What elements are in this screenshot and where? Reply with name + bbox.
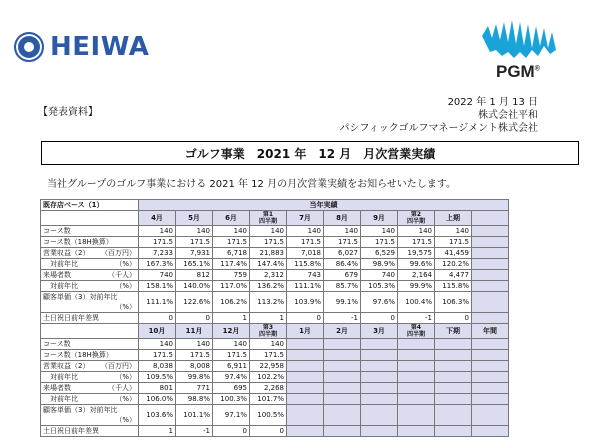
table-cell [287, 350, 324, 361]
table-cell [287, 426, 324, 437]
row-label-text: 営業収益（2） [43, 362, 90, 370]
table-cell: 2,268 [250, 383, 287, 394]
column-header: 5月 [176, 211, 213, 226]
table-cell [435, 350, 472, 361]
row-label [41, 339, 139, 350]
table-cell: 106.3% [435, 292, 472, 313]
table-cell: 102.2% [250, 372, 287, 383]
column-header: 10月 [139, 324, 176, 339]
table-cell: 4,477 [435, 270, 472, 281]
table-cell [361, 361, 398, 372]
table-cell: 167.3% [139, 259, 176, 270]
table-cell: 140 [139, 339, 176, 350]
table-cell: 171.5 [176, 350, 213, 361]
table-cell [472, 270, 509, 281]
table-cell [435, 405, 472, 426]
table-cell: 0 [361, 313, 398, 324]
company-name-heiwa: 株式会社平和 [478, 110, 538, 121]
table-cell: 7,018 [287, 248, 324, 259]
table-cell: 0 [176, 313, 213, 324]
row-label-text: 土日祝日前年差異 [43, 314, 99, 322]
row-label [41, 383, 139, 394]
row-label [41, 313, 139, 324]
row-label [41, 405, 139, 426]
column-header: 4月 [139, 211, 176, 226]
table-cell: 771 [176, 383, 213, 394]
column-header: 上期 [435, 211, 472, 226]
table-cell: 2,312 [250, 270, 287, 281]
table-cell: 101.7% [250, 394, 287, 405]
table-cell [472, 350, 509, 361]
table-cell: 99.9% [398, 281, 435, 292]
empty-header [472, 211, 509, 226]
row-unit: （百万円） [101, 362, 136, 370]
table-cell: 6,718 [213, 248, 250, 259]
table-row [41, 405, 509, 426]
table-cell: 171.5 [287, 237, 324, 248]
row-label [41, 270, 139, 281]
table-cell [287, 361, 324, 372]
page-title: ゴルフ事業 2021 年 12 月 月次営業実績 [41, 141, 579, 165]
row-label [41, 350, 139, 361]
column-header: 第1 四半期 [250, 211, 287, 226]
row-label-text: 営業収益（2） [43, 249, 90, 257]
table-cell: 140 [435, 226, 472, 237]
table-cell: 117.4% [213, 259, 250, 270]
row-label [41, 226, 139, 237]
table-row [41, 292, 509, 313]
row-unit: （%） [115, 395, 136, 403]
table-cell: 85.7% [324, 281, 361, 292]
column-header: 第3 四半期 [250, 324, 287, 339]
table-cell: 105.3% [361, 281, 398, 292]
row-unit: （%） [115, 282, 136, 290]
row-label-text: 対前年比 [43, 282, 78, 290]
table-cell: 140 [250, 226, 287, 237]
row-unit: （%） [115, 416, 136, 424]
table-cell: 8,008 [176, 361, 213, 372]
table-cell: 0 [213, 426, 250, 437]
table-cell: 140 [213, 226, 250, 237]
heiwa-logo [14, 32, 149, 62]
table-cell: 98.8% [176, 394, 213, 405]
table-cell [398, 339, 435, 350]
table-cell: 140 [398, 226, 435, 237]
table-cell [472, 313, 509, 324]
table-cell [361, 405, 398, 426]
release-date: 2022 年 1 月 13 日 [447, 97, 538, 108]
table-row [41, 237, 509, 248]
table-cell: 117.0% [213, 281, 250, 292]
pgm-wordmark: PGM® [496, 62, 540, 81]
column-header: 年間 [472, 324, 509, 339]
table-cell: 140 [287, 226, 324, 237]
table-cell [435, 339, 472, 350]
heiwa-wordmark: HEIWA [50, 32, 150, 62]
table-cell: 99.6% [398, 259, 435, 270]
table-cell [472, 237, 509, 248]
row-label-text: 顧客単価（3）対前年比 [43, 406, 118, 414]
year-label: 当年実績 [139, 200, 509, 211]
table-cell: 695 [213, 383, 250, 394]
table-cell: 97.6% [361, 292, 398, 313]
table-cell: 171.5 [250, 237, 287, 248]
table-cell [435, 361, 472, 372]
header-info [340, 96, 539, 135]
table-cell [287, 383, 324, 394]
table-cell: 171.5 [435, 237, 472, 248]
column-header: 1月 [287, 324, 324, 339]
row-label [41, 372, 139, 383]
table-cell [398, 372, 435, 383]
table-cell: 743 [287, 270, 324, 281]
row-label-text: 顧客単価（3）対前年比 [43, 293, 118, 301]
table-cell: 1 [213, 313, 250, 324]
table-cell: 171.5 [250, 350, 287, 361]
table-cell: 812 [176, 270, 213, 281]
row-unit: （%） [115, 303, 136, 311]
table-row [41, 394, 509, 405]
table-cell: 147.4% [250, 259, 287, 270]
table-row [41, 270, 509, 281]
table-cell [435, 372, 472, 383]
table-cell: 679 [324, 270, 361, 281]
table-cell [435, 394, 472, 405]
table-cell: 140 [250, 339, 287, 350]
table-cell: 99.8% [176, 372, 213, 383]
table-cell [472, 292, 509, 313]
table-cell [324, 394, 361, 405]
table-cell: 21,883 [250, 248, 287, 259]
row-label [41, 259, 139, 270]
table-cell: 6,529 [361, 248, 398, 259]
table-cell [472, 405, 509, 426]
row-label-text: 来場者数 [43, 271, 71, 279]
table-cell: 99.1% [324, 292, 361, 313]
table-row [41, 350, 509, 361]
section-label: 既存店ベース（1） [41, 200, 139, 211]
table-cell: 171.5 [139, 237, 176, 248]
table-cell: 0 [435, 313, 472, 324]
table-cell [472, 361, 509, 372]
row-label-text: コース数 [43, 227, 71, 235]
row-label [41, 394, 139, 405]
table-cell: 7,233 [139, 248, 176, 259]
table-cell: 759 [213, 270, 250, 281]
table-cell: 0 [287, 313, 324, 324]
header-row [41, 324, 509, 339]
table-cell: 122.6% [176, 292, 213, 313]
table-cell: 740 [139, 270, 176, 281]
table-cell: 165.1% [176, 259, 213, 270]
column-header: 6月 [213, 211, 250, 226]
release-tag: 【発表資料】 [38, 107, 98, 118]
column-header: 8月 [324, 211, 361, 226]
column-header: 2月 [324, 324, 361, 339]
table-cell: 140.0% [176, 281, 213, 292]
column-header: 7月 [287, 211, 324, 226]
column-header: 3月 [361, 324, 398, 339]
table-row [41, 226, 509, 237]
table-cell [324, 405, 361, 426]
table-cell [287, 372, 324, 383]
table-cell: 115.8% [435, 281, 472, 292]
table-cell [398, 405, 435, 426]
table-cell: 8,038 [139, 361, 176, 372]
table-cell: 171.5 [398, 237, 435, 248]
table-cell [435, 383, 472, 394]
column-header: 下期 [435, 324, 472, 339]
table-cell: 100.4% [398, 292, 435, 313]
table-cell [324, 339, 361, 350]
table-cell: 115.8% [287, 259, 324, 270]
table-cell [324, 350, 361, 361]
table-cell: 101.1% [176, 405, 213, 426]
company-name-pgm: パシフィックゴルフマネージメント株式会社 [339, 123, 538, 134]
column-header: 11月 [176, 324, 213, 339]
table-cell: 6,027 [324, 248, 361, 259]
table-cell: 100.5% [250, 405, 287, 426]
table-cell: 0 [139, 313, 176, 324]
table-cell [361, 394, 398, 405]
table-cell [324, 372, 361, 383]
table-cell [361, 372, 398, 383]
table-cell: 106.2% [213, 292, 250, 313]
row-label [41, 237, 139, 248]
column-header: 12月 [213, 324, 250, 339]
header-row [41, 211, 509, 226]
table-row [41, 281, 509, 292]
table-cell [472, 259, 509, 270]
table-cell [398, 426, 435, 437]
table-cell: 19,575 [398, 248, 435, 259]
table-cell [287, 339, 324, 350]
table-cell [472, 372, 509, 383]
table-row [41, 313, 509, 324]
table-cell: -1 [176, 426, 213, 437]
table-cell [324, 426, 361, 437]
row-label [41, 361, 139, 372]
table-cell: 103.6% [139, 405, 176, 426]
table-cell [472, 226, 509, 237]
table-cell: 1 [250, 313, 287, 324]
column-header: 第2 四半期 [398, 211, 435, 226]
table-cell: 1 [139, 426, 176, 437]
table-cell [361, 383, 398, 394]
table-cell: 0 [250, 426, 287, 437]
row-label [41, 292, 139, 313]
table-cell: 171.5 [176, 237, 213, 248]
column-header: 9月 [361, 211, 398, 226]
row-label [41, 281, 139, 292]
row-label [41, 426, 139, 437]
intro-text: 当社グループのゴルフ事業における 2021 年 12 月の月次営業実績をお知らせいたします。 [47, 179, 456, 190]
table-cell: -1 [398, 313, 435, 324]
table-cell: 97.1% [213, 405, 250, 426]
table-cell: 111.1% [287, 281, 324, 292]
table-cell: 2,164 [398, 270, 435, 281]
table-cell: 158.1% [139, 281, 176, 292]
table-cell [361, 426, 398, 437]
row-label-text: 対前年比 [43, 373, 78, 381]
table-cell: 801 [139, 383, 176, 394]
table-cell: 140 [324, 226, 361, 237]
table-cell: 103.9% [287, 292, 324, 313]
row-label-text: 対前年比 [43, 395, 78, 403]
table-cell: 120.2% [435, 259, 472, 270]
table-row [41, 383, 509, 394]
table-cell: 41,459 [435, 248, 472, 259]
table-cell [435, 426, 472, 437]
table-row [41, 361, 509, 372]
table-cell [398, 361, 435, 372]
table-cell: 140 [176, 226, 213, 237]
row-unit: （千人） [108, 384, 136, 392]
row-label-text: コース数（18H換算） [43, 238, 113, 246]
heiwa-seal-icon [14, 32, 44, 62]
table-cell: 171.5 [324, 237, 361, 248]
table-cell [324, 361, 361, 372]
table-cell [472, 339, 509, 350]
table-cell [287, 394, 324, 405]
row-label-text: 来場者数 [43, 384, 71, 392]
row-label [41, 248, 139, 259]
table-cell: 111.1% [139, 292, 176, 313]
header-spacer [41, 211, 139, 226]
table-cell: 140 [213, 339, 250, 350]
row-unit: （百万円） [101, 249, 136, 257]
table-cell: 171.5 [213, 237, 250, 248]
row-label-text: 対前年比 [43, 260, 78, 268]
row-label-text: コース数 [43, 340, 71, 348]
row-unit: （千人） [108, 271, 136, 279]
table-cell: 6,911 [213, 361, 250, 372]
table-cell: 136.2% [250, 281, 287, 292]
table-cell: 7,931 [176, 248, 213, 259]
table-cell: 140 [139, 226, 176, 237]
table-cell: 113.2% [250, 292, 287, 313]
table-cell [361, 350, 398, 361]
table-cell: 97.4% [213, 372, 250, 383]
table-cell [324, 383, 361, 394]
table-cell: 740 [361, 270, 398, 281]
table-cell: 140 [176, 339, 213, 350]
table-cell: 171.5 [213, 350, 250, 361]
table-cell [472, 248, 509, 259]
table-row [41, 372, 509, 383]
column-header: 第4 四半期 [398, 324, 435, 339]
table-cell: 22,958 [250, 361, 287, 372]
table-cell [472, 281, 509, 292]
table-cell: 100.3% [213, 394, 250, 405]
monthly-results-table [40, 199, 509, 437]
table-cell [361, 339, 398, 350]
table-cell [398, 350, 435, 361]
table-cell [398, 394, 435, 405]
row-label-text: 土日祝日前年差異 [43, 427, 99, 435]
table-cell: 106.0% [139, 394, 176, 405]
row-label-text: コース数（18H換算） [43, 351, 113, 359]
table-row [41, 339, 509, 350]
table-row [41, 259, 509, 270]
table-cell: -1 [324, 313, 361, 324]
table-cell: 98.9% [361, 259, 398, 270]
row-unit: （%） [115, 373, 136, 381]
table-cell: 140 [361, 226, 398, 237]
table-cell: 171.5 [139, 350, 176, 361]
row-unit: （%） [115, 260, 136, 268]
header-spacer [41, 324, 139, 339]
table-cell [287, 405, 324, 426]
table-cell: 171.5 [361, 237, 398, 248]
table-cell [398, 383, 435, 394]
table-cell: 86.4% [324, 259, 361, 270]
table-cell [472, 383, 509, 394]
table-title-row [41, 200, 509, 211]
table-row [41, 248, 509, 259]
table-cell [472, 426, 509, 437]
table-cell: 109.5% [139, 372, 176, 383]
table-cell [472, 394, 509, 405]
table-row [41, 426, 509, 437]
